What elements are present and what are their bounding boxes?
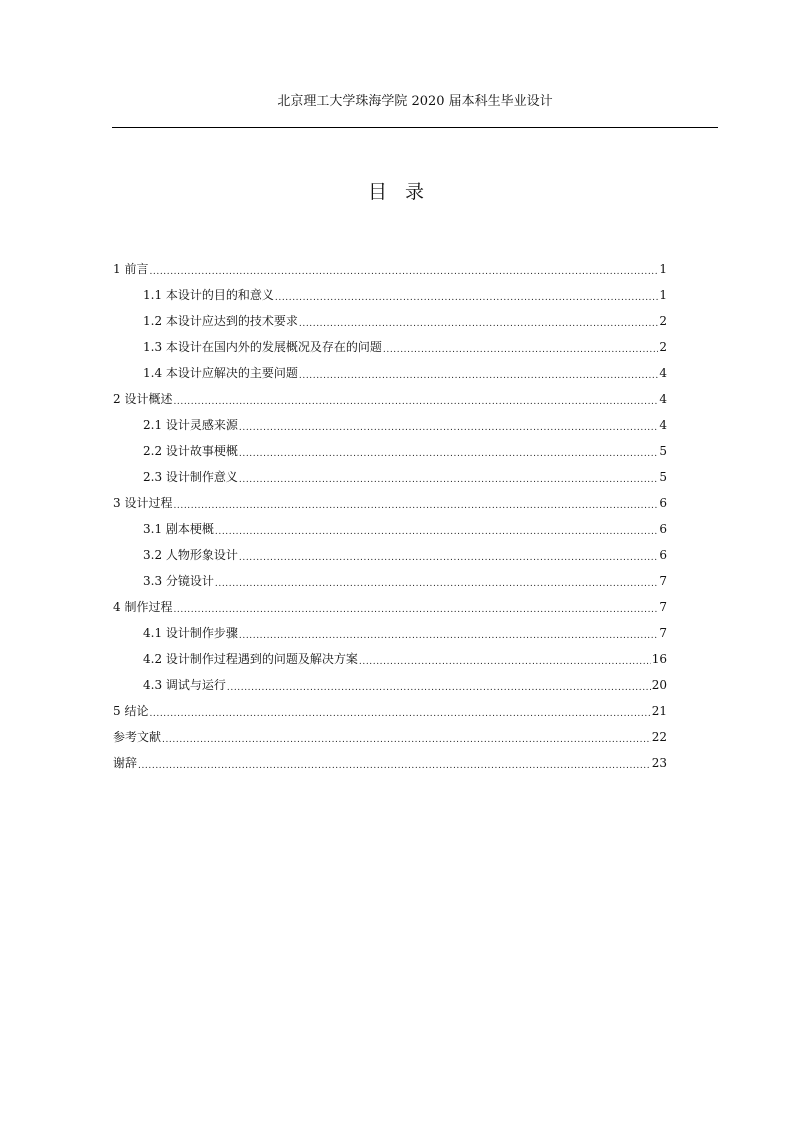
toc-dot-leader <box>173 495 658 509</box>
toc-dot-leader <box>239 625 658 639</box>
toc-entry[interactable] <box>113 518 667 544</box>
toc-entry-text: 4.2 设计制作过程遇到的问题及解决方案 <box>143 652 358 666</box>
toc-dot-leader <box>138 755 651 769</box>
toc-entry-text: 1.3 本设计在国内外的发展概况及存在的问题 <box>143 340 382 354</box>
toc-page-number: 6 <box>659 522 667 536</box>
toc-entry-text: 谢辞 <box>113 756 138 770</box>
toc-dot-leader <box>215 573 658 587</box>
toc-page-number: 5 <box>659 444 667 458</box>
toc-entry[interactable] <box>113 700 667 726</box>
toc-page-number: 21 <box>651 704 667 718</box>
toc-entry[interactable] <box>113 492 667 518</box>
toc-page-number: 20 <box>651 678 667 692</box>
toc-page-number: 23 <box>651 756 667 770</box>
header-divider <box>112 127 718 128</box>
toc-dot-leader <box>239 417 658 431</box>
toc-dot-leader <box>239 547 658 561</box>
toc-dot-leader <box>149 703 650 717</box>
toc-page-number: 7 <box>659 626 667 640</box>
toc-page-number: 5 <box>659 470 667 484</box>
toc-entry[interactable] <box>113 440 667 466</box>
toc-dot-leader <box>239 469 658 483</box>
toc-entry[interactable] <box>113 648 667 674</box>
toc-entry[interactable] <box>113 674 667 700</box>
toc-entry-text: 1 前言 <box>113 262 149 276</box>
toc-entry[interactable] <box>113 622 667 648</box>
toc-entry[interactable] <box>113 544 667 570</box>
toc-entry-text: 4 制作过程 <box>113 600 173 614</box>
toc-entry-text: 2.1 设计灵感来源 <box>143 418 238 432</box>
toc-page-number: 4 <box>659 418 667 432</box>
toc-entry-text: 1.2 本设计应达到的技术要求 <box>143 314 298 328</box>
toc-entry[interactable] <box>113 726 667 752</box>
table-of-contents <box>113 258 667 778</box>
toc-entry[interactable] <box>113 258 667 284</box>
toc-entry[interactable] <box>113 414 667 440</box>
toc-dot-leader <box>173 391 658 405</box>
toc-dot-leader <box>359 651 651 665</box>
toc-dot-leader <box>299 365 658 379</box>
toc-entry-text: 2.2 设计故事梗概 <box>143 444 238 458</box>
toc-entry[interactable] <box>113 466 667 492</box>
toc-entry-text: 1.4 本设计应解决的主要问题 <box>143 366 298 380</box>
toc-dot-leader <box>299 313 658 327</box>
toc-dot-leader <box>239 443 658 457</box>
toc-page-number: 1 <box>659 288 667 302</box>
toc-page-number: 22 <box>651 730 667 744</box>
toc-dot-leader <box>275 287 658 301</box>
toc-page-number: 6 <box>659 496 667 510</box>
toc-entry[interactable] <box>113 596 667 622</box>
toc-entry[interactable] <box>113 336 667 362</box>
toc-page-number: 2 <box>659 314 667 328</box>
toc-page-number: 16 <box>651 652 667 666</box>
toc-entry-text: 2 设计概述 <box>113 392 173 406</box>
toc-page-number: 4 <box>659 366 667 380</box>
toc-entry-text: 3.3 分镜设计 <box>143 574 214 588</box>
toc-page-number: 1 <box>659 262 667 276</box>
toc-entry-text: 1.1 本设计的目的和意义 <box>143 288 274 302</box>
toc-entry-text: 4.1 设计制作步骤 <box>143 626 238 640</box>
toc-entry[interactable] <box>113 570 667 596</box>
toc-page-number: 7 <box>659 574 667 588</box>
toc-page-number: 2 <box>659 340 667 354</box>
toc-page-number: 4 <box>659 392 667 406</box>
page-header: 北京理工大学珠海学院 2020 届本科生毕业设计 <box>277 94 553 109</box>
toc-dot-leader <box>173 599 658 613</box>
toc-page-number: 7 <box>659 600 667 614</box>
toc-entry-text: 3.2 人物形象设计 <box>143 548 238 562</box>
toc-entry[interactable] <box>113 752 667 778</box>
toc-entry[interactable] <box>113 284 667 310</box>
toc-page-number: 6 <box>659 548 667 562</box>
toc-entry-text: 5 结论 <box>113 704 149 718</box>
toc-title: 目录 <box>367 181 442 203</box>
toc-dot-leader <box>149 261 658 275</box>
toc-entry-text: 2.3 设计制作意义 <box>143 470 238 484</box>
toc-dot-leader <box>162 729 651 743</box>
toc-entry[interactable] <box>113 388 667 414</box>
toc-entry-text: 参考文献 <box>113 730 162 744</box>
toc-dot-leader <box>383 339 658 353</box>
toc-entry-text: 4.3 调试与运行 <box>143 678 226 692</box>
toc-entry[interactable] <box>113 310 667 336</box>
toc-entry-text: 3 设计过程 <box>113 496 173 510</box>
toc-entry-text: 3.1 剧本梗概 <box>143 522 214 536</box>
toc-dot-leader <box>227 677 651 691</box>
toc-entry[interactable] <box>113 362 667 388</box>
toc-dot-leader <box>215 521 658 535</box>
